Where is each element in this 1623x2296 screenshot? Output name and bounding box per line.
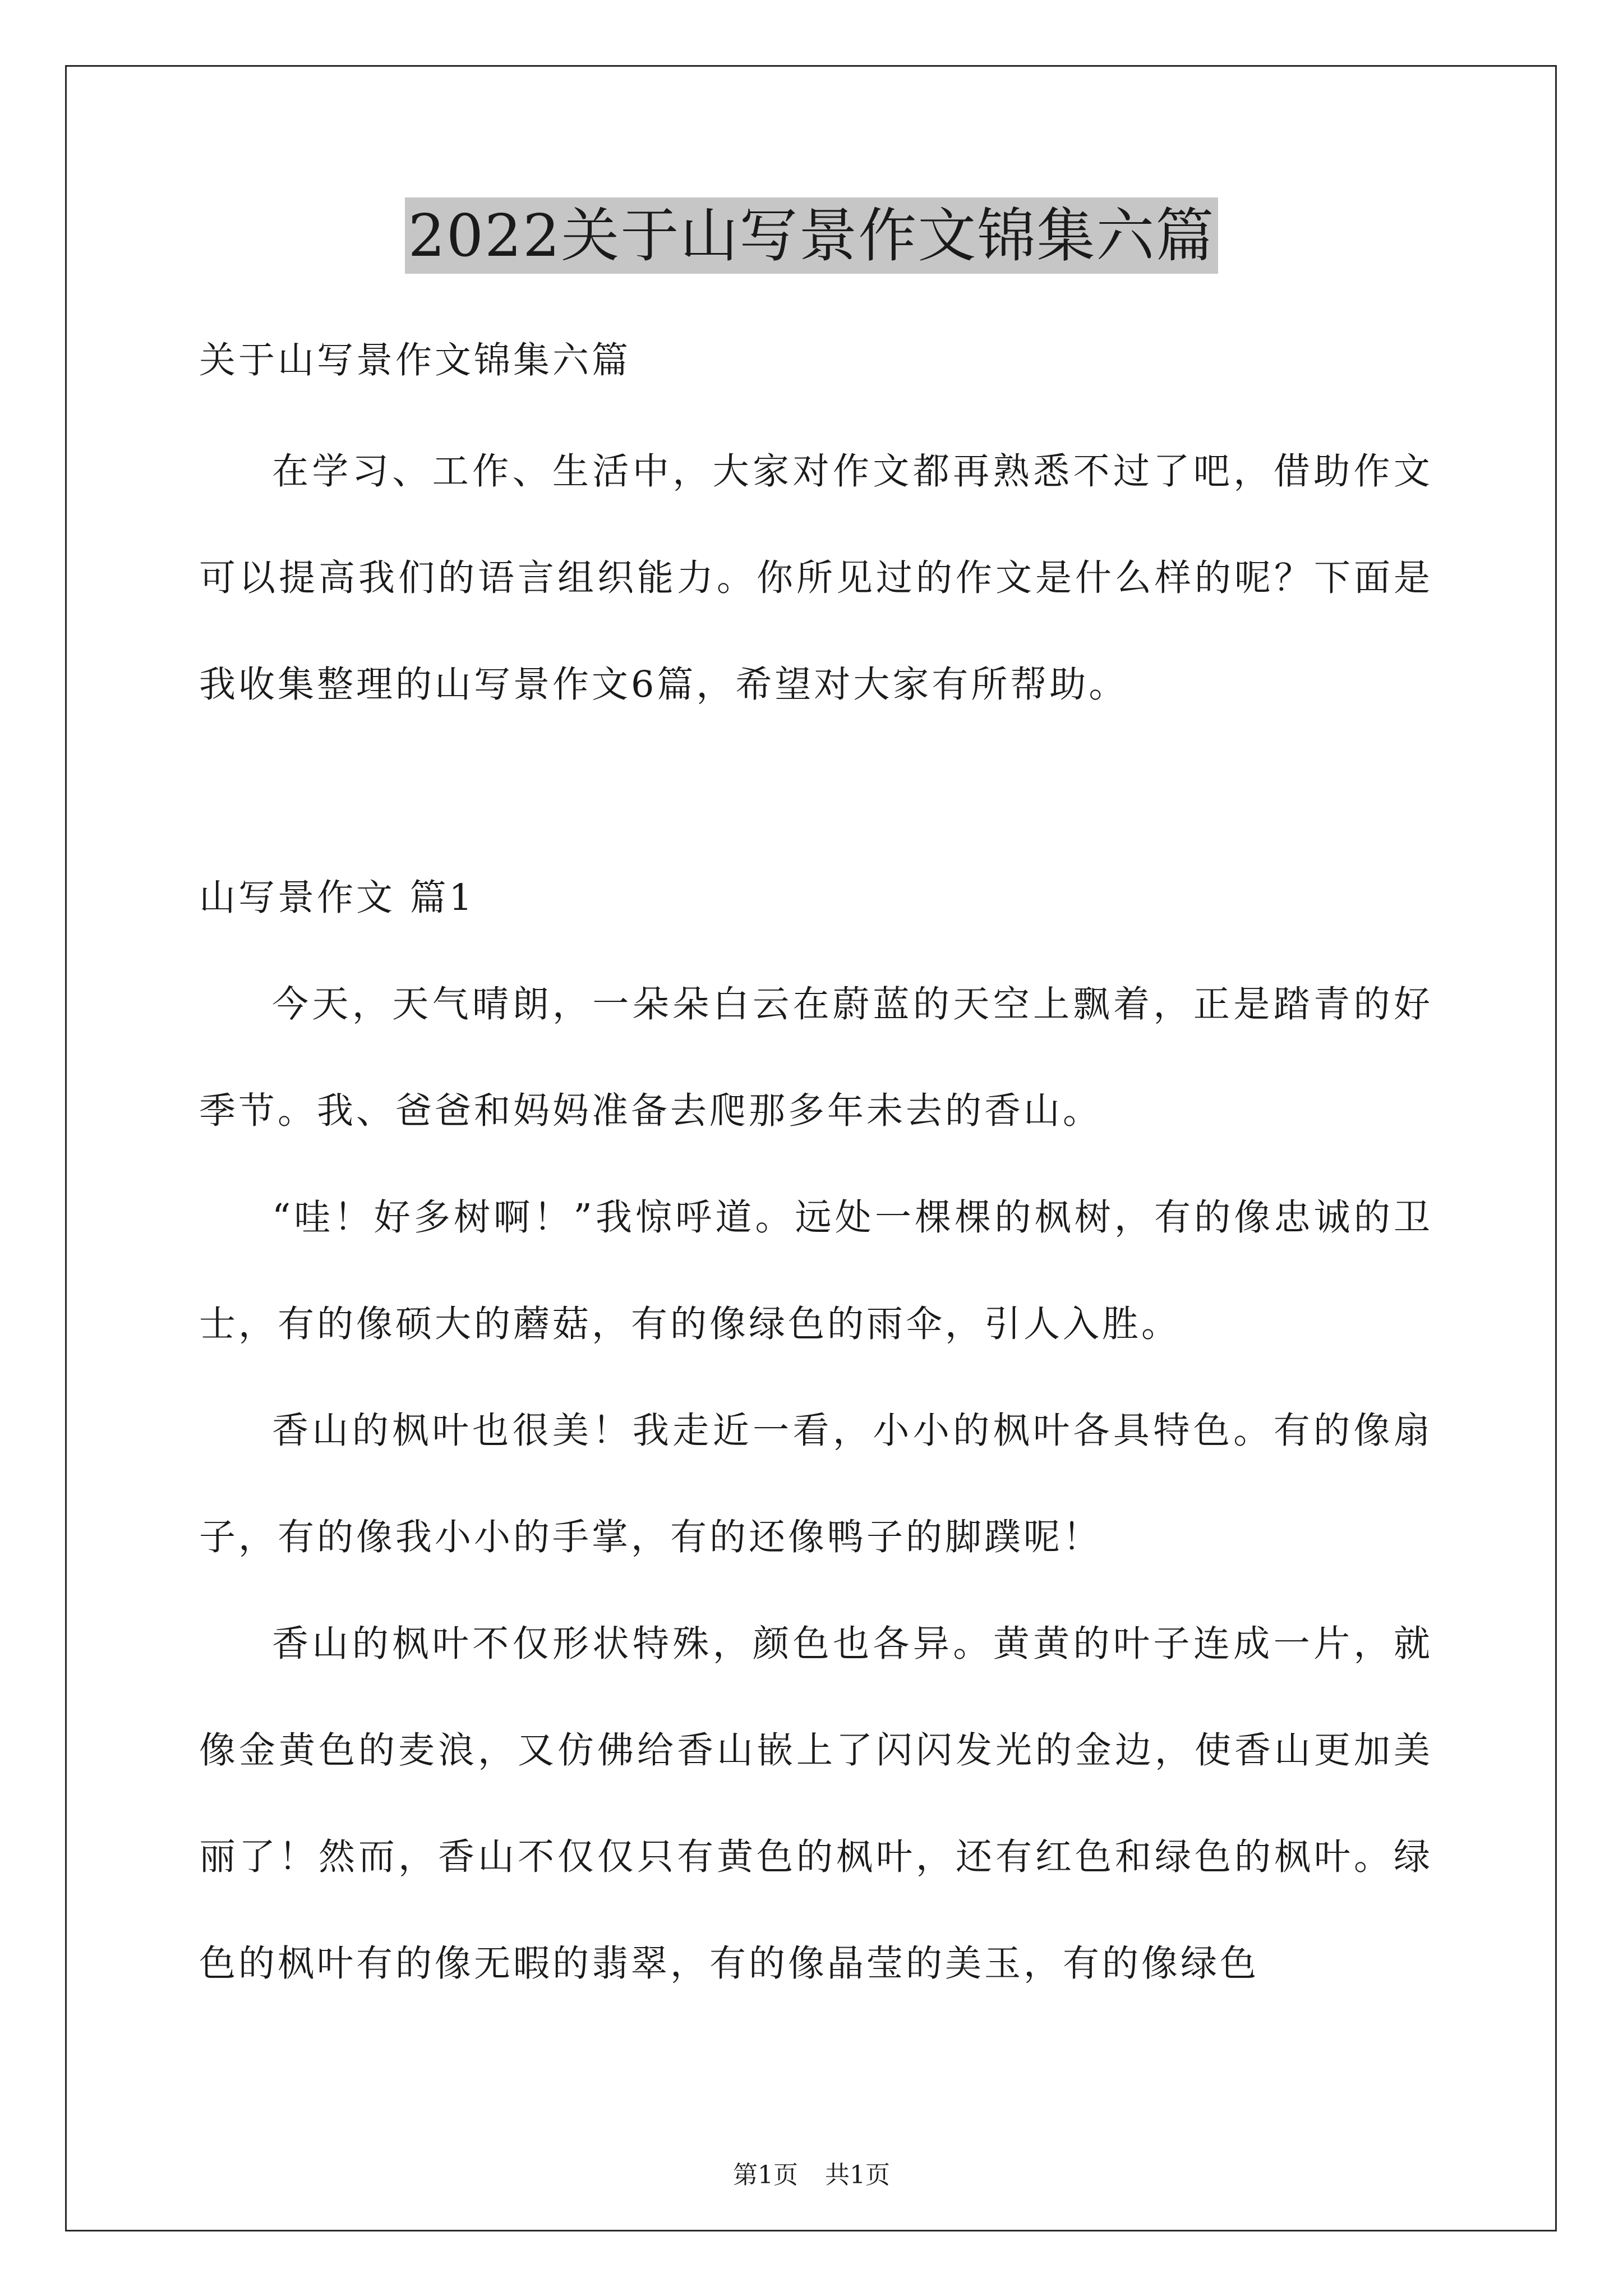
document-subtitle: 关于山写景作文锦集六篇 [199, 339, 631, 381]
body-paragraph: “哇！好多树啊！”我惊呼道。远处一棵棵的枫树，有的像忠诚的卫士，有的像硕大的蘑菇，有的像绿色的雨伞，引人入胜。 [199, 1197, 1433, 1345]
page-number: 第1页 [733, 2161, 798, 2189]
intro-paragraph: 在学习、工作、生活中，大家对作文都再熟悉不过了吧，借助作文可以提高我们的语言组织能力。你所见过的作文是什么样的呢？下面是我收集整理的山写景作文6篇，希望对大家有所帮助。 [199, 450, 1433, 706]
section-heading: 山写景作文 篇1 [199, 877, 476, 919]
page-footer [0, 2159, 1623, 2192]
body-paragraph: 香山的枫叶不仅形状特殊，颜色也各异。黄黄的叶子连成一片，就像金黄色的麦浪，又仿佛给香山嵌上了闪闪发光的金边，使香山更加美丽了！然而，香山不仅仅只有黄色的枫叶，还有红色和绿色的枫叶。绿色的枫叶有的像无暇的翡翠，有的像晶莹的美玉，有的像绿色 [199, 1623, 1433, 1985]
document-title: 2022关于山写景作文锦集六篇 [405, 197, 1219, 274]
page-total: 共1页 [825, 2161, 890, 2189]
title-container [0, 197, 1623, 274]
body-paragraph: 香山的枫叶也很美！我走近一看，小小的枫叶各具特色。有的像扇子，有的像我小小的手掌，有的还像鸭子的脚蹼呢！ [199, 1410, 1433, 1558]
section-spacer [199, 738, 1433, 845]
body-paragraph: 今天，天气晴朗，一朵朵白云在蔚蓝的天空上飘着，正是踏青的好季节。我、爸爸和妈妈准备去爬那多年未去的香山。 [199, 983, 1433, 1132]
document-body [199, 307, 1433, 2017]
